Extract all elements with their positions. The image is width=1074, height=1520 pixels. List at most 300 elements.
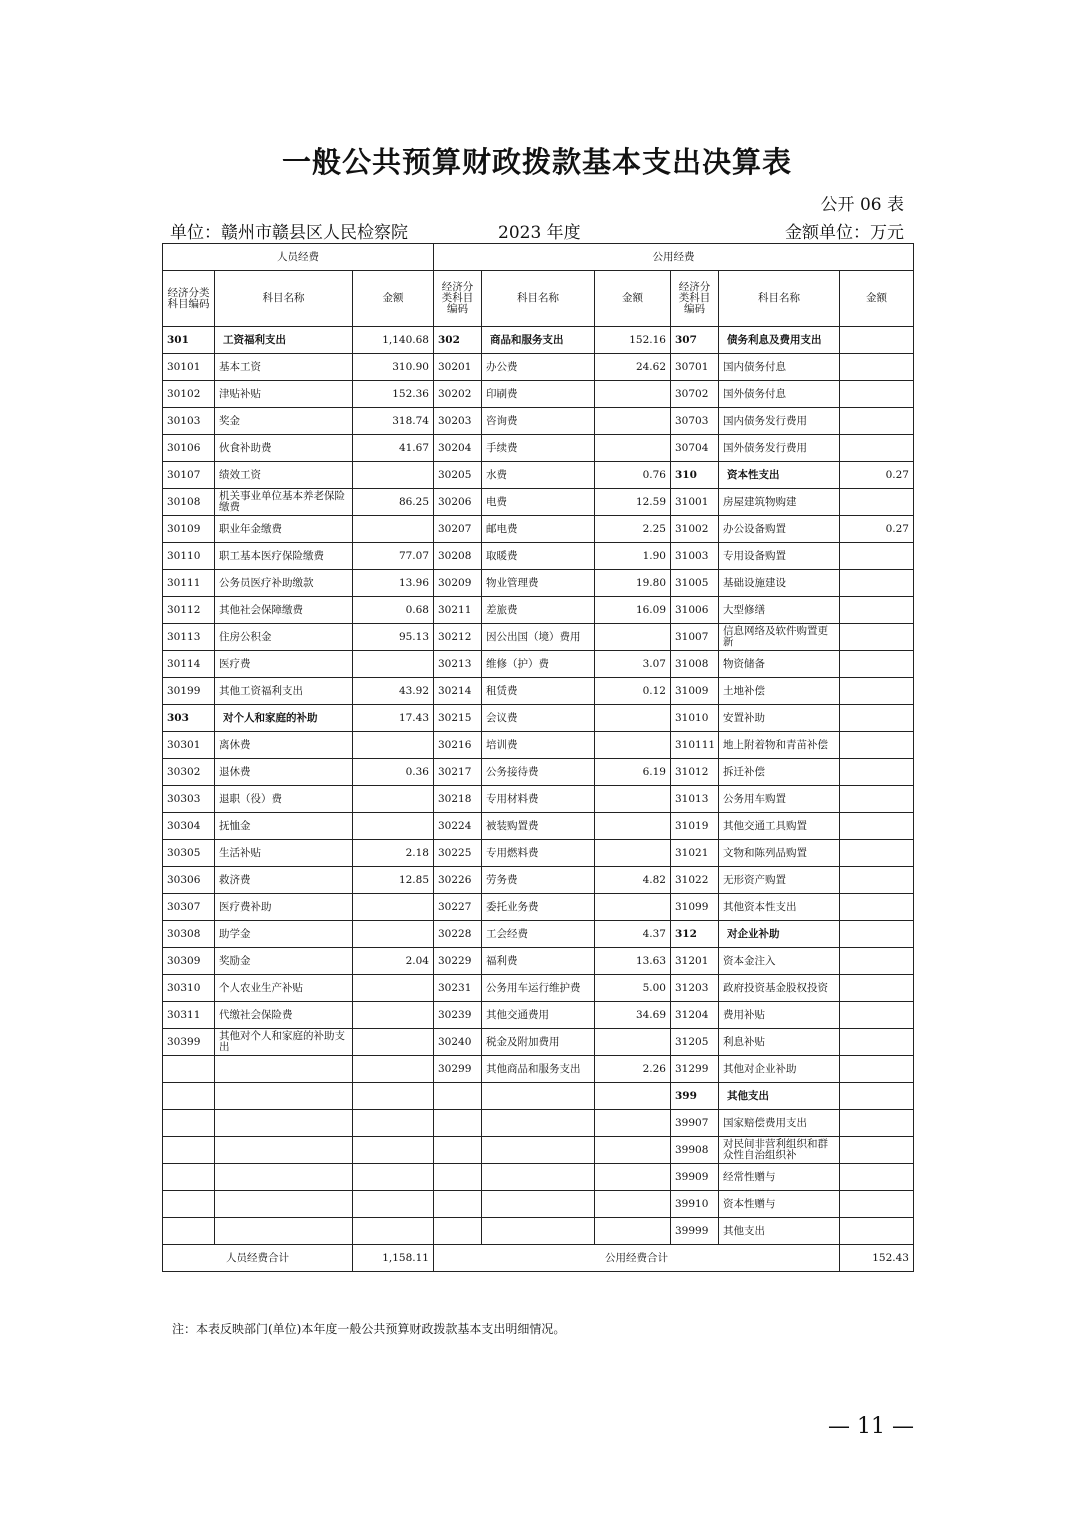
cell-amount: 19.80 bbox=[595, 570, 671, 597]
cell-amount: 2.26 bbox=[595, 1056, 671, 1083]
cell-amount: 5.00 bbox=[595, 975, 671, 1002]
cell-name: 基本工资 bbox=[215, 354, 353, 381]
cell-name: 其他资本性支出 bbox=[719, 894, 840, 921]
money-unit-label: 金额单位：万元 bbox=[785, 223, 904, 243]
cell-code: 30101 bbox=[163, 354, 215, 381]
cell-amount: 0.12 bbox=[595, 678, 671, 705]
cell-code: 30311 bbox=[163, 1002, 215, 1029]
cell-amount bbox=[595, 1110, 671, 1137]
cell-amount bbox=[595, 786, 671, 813]
cell-amount: 1,140.68 bbox=[353, 327, 434, 354]
cell-code: 31001 bbox=[671, 489, 719, 516]
cell-name: 职业年金缴费 bbox=[215, 516, 353, 543]
cell-name bbox=[215, 1164, 353, 1191]
cell-amount bbox=[353, 516, 434, 543]
cell-name: 国外债务付息 bbox=[719, 381, 840, 408]
cell-name: 手续费 bbox=[482, 435, 595, 462]
cell-amount bbox=[353, 813, 434, 840]
cell-name: 其他支出 bbox=[719, 1218, 840, 1245]
cell-code: 31010 bbox=[671, 705, 719, 732]
table-row bbox=[163, 1164, 914, 1191]
cell-name bbox=[215, 1110, 353, 1137]
cell-amount: 4.37 bbox=[595, 921, 671, 948]
cell-code: 30303 bbox=[163, 786, 215, 813]
table-row bbox=[163, 516, 914, 543]
cell-amount: 152.16 bbox=[595, 327, 671, 354]
cell-code: 30111 bbox=[163, 570, 215, 597]
cell-amount bbox=[595, 894, 671, 921]
cell-code: 30240 bbox=[434, 1029, 482, 1056]
cell-name: 机关事业单位基本养老保险缴费 bbox=[215, 489, 353, 516]
cell-amount: 16.09 bbox=[595, 597, 671, 624]
cell-code: 31203 bbox=[671, 975, 719, 1002]
cell-name: 对民间非营利组织和群众性自治组织补 bbox=[719, 1137, 840, 1164]
cell-code: 30215 bbox=[434, 705, 482, 732]
cell-name: 国外债务发行费用 bbox=[719, 435, 840, 462]
cell-name: 抚恤金 bbox=[215, 813, 353, 840]
cell-code: 30225 bbox=[434, 840, 482, 867]
cell-amount bbox=[353, 1137, 434, 1164]
cell-name: 职工基本医疗保险缴费 bbox=[215, 543, 353, 570]
cell-code bbox=[434, 1137, 482, 1164]
cell-name: 费用补贴 bbox=[719, 1002, 840, 1029]
public-total-value: 152.43 bbox=[840, 1245, 914, 1272]
cell-amount bbox=[595, 1191, 671, 1218]
table-row bbox=[163, 867, 914, 894]
cell-amount bbox=[840, 1218, 914, 1245]
cell-code: 31022 bbox=[671, 867, 719, 894]
group-header-public: 公用经费 bbox=[434, 244, 914, 271]
cell-amount: 2.18 bbox=[353, 840, 434, 867]
table-note: 注：本表反映部门(单位)本年度一般公共预算财政拨款基本支出明细情况。 bbox=[172, 1322, 566, 1336]
cell-code bbox=[434, 1218, 482, 1245]
cell-amount: 152.36 bbox=[353, 381, 434, 408]
cell-name: 大型修缮 bbox=[719, 597, 840, 624]
cell-code: 30102 bbox=[163, 381, 215, 408]
cell-amount bbox=[353, 1164, 434, 1191]
cell-name bbox=[482, 1137, 595, 1164]
cell-name: 公务用车购置 bbox=[719, 786, 840, 813]
cell-name: 经常性赠与 bbox=[719, 1164, 840, 1191]
cell-amount bbox=[840, 1056, 914, 1083]
table-row bbox=[163, 570, 914, 597]
cell-code: 39909 bbox=[671, 1164, 719, 1191]
cell-amount bbox=[840, 597, 914, 624]
cell-name: 维修（护）费 bbox=[482, 651, 595, 678]
cell-code: 303 bbox=[163, 705, 215, 732]
cell-amount bbox=[840, 570, 914, 597]
cell-name: 生活补贴 bbox=[215, 840, 353, 867]
cell-code: 30103 bbox=[163, 408, 215, 435]
table-row bbox=[163, 651, 914, 678]
cell-name: 伙食补助费 bbox=[215, 435, 353, 462]
cell-code: 310111 bbox=[671, 732, 719, 759]
cell-code: 30199 bbox=[163, 678, 215, 705]
cell-code bbox=[163, 1110, 215, 1137]
cell-amount: 95.13 bbox=[353, 624, 434, 651]
cell-name: 资本性支出 bbox=[719, 462, 840, 489]
cell-amount bbox=[840, 1110, 914, 1137]
cell-amount: 43.92 bbox=[353, 678, 434, 705]
cell-amount bbox=[840, 678, 914, 705]
form-number: 公开 06 表 bbox=[820, 195, 904, 215]
cell-amount bbox=[840, 705, 914, 732]
cell-name: 资本金注入 bbox=[719, 948, 840, 975]
table-row bbox=[163, 1218, 914, 1245]
cell-amount bbox=[840, 867, 914, 894]
cell-code: 30310 bbox=[163, 975, 215, 1002]
cell-code: 39999 bbox=[671, 1218, 719, 1245]
cell-amount bbox=[353, 975, 434, 1002]
cell-amount: 41.67 bbox=[353, 435, 434, 462]
table-row bbox=[163, 921, 914, 948]
cell-code: 31099 bbox=[671, 894, 719, 921]
cell-code bbox=[434, 1191, 482, 1218]
public-total-label: 公用经费合计 bbox=[434, 1245, 840, 1272]
cell-amount bbox=[840, 840, 914, 867]
cell-amount: 0.76 bbox=[595, 462, 671, 489]
cell-amount bbox=[840, 1002, 914, 1029]
cell-name: 商品和服务支出 bbox=[482, 327, 595, 354]
table-row bbox=[163, 408, 914, 435]
cell-amount bbox=[353, 1083, 434, 1110]
cell-name: 差旅费 bbox=[482, 597, 595, 624]
table-row bbox=[163, 327, 914, 354]
cell-name bbox=[482, 1083, 595, 1110]
cell-amount: 2.25 bbox=[595, 516, 671, 543]
cell-code: 31012 bbox=[671, 759, 719, 786]
cell-code: 30211 bbox=[434, 597, 482, 624]
cell-name: 其他对个人和家庭的补助支出 bbox=[215, 1029, 353, 1056]
cell-name: 住房公积金 bbox=[215, 624, 353, 651]
cell-amount bbox=[840, 408, 914, 435]
table-row bbox=[163, 543, 914, 570]
cell-code: 30704 bbox=[671, 435, 719, 462]
col-header-amount: 金额 bbox=[840, 271, 914, 327]
table-row bbox=[163, 786, 914, 813]
col-header-code: 经济分类科目编码 bbox=[163, 271, 215, 327]
cell-code: 30106 bbox=[163, 435, 215, 462]
cell-code: 30209 bbox=[434, 570, 482, 597]
cell-code bbox=[163, 1191, 215, 1218]
cell-code: 30701 bbox=[671, 354, 719, 381]
cell-amount: 6.19 bbox=[595, 759, 671, 786]
cell-code: 30302 bbox=[163, 759, 215, 786]
cell-amount: 24.62 bbox=[595, 354, 671, 381]
cell-name: 政府投资基金股权投资 bbox=[719, 975, 840, 1002]
cell-code: 30226 bbox=[434, 867, 482, 894]
cell-name: 信息网络及软件购置更新 bbox=[719, 624, 840, 651]
cell-name: 公务用车运行维护费 bbox=[482, 975, 595, 1002]
cell-name: 物资储备 bbox=[719, 651, 840, 678]
cell-name: 印刷费 bbox=[482, 381, 595, 408]
table-row bbox=[163, 759, 914, 786]
cell-code: 31021 bbox=[671, 840, 719, 867]
cell-amount bbox=[840, 948, 914, 975]
cell-name: 专用材料费 bbox=[482, 786, 595, 813]
cell-code: 30114 bbox=[163, 651, 215, 678]
cell-amount bbox=[840, 354, 914, 381]
cell-code: 30305 bbox=[163, 840, 215, 867]
table-row bbox=[163, 1083, 914, 1110]
expenditure-table bbox=[162, 243, 914, 1272]
cell-code: 302 bbox=[434, 327, 482, 354]
unit-label: 单位：赣州市赣县区人民检察院 bbox=[170, 223, 408, 243]
cell-name: 债务利息及费用支出 bbox=[719, 327, 840, 354]
cell-code: 312 bbox=[671, 921, 719, 948]
personnel-total-label: 人员经费合计 bbox=[163, 1245, 353, 1272]
cell-amount bbox=[353, 921, 434, 948]
cell-name: 税金及附加费用 bbox=[482, 1029, 595, 1056]
col-header-name: 科目名称 bbox=[719, 271, 840, 327]
cell-code: 30206 bbox=[434, 489, 482, 516]
cell-name: 对个人和家庭的补助 bbox=[215, 705, 353, 732]
cell-name bbox=[215, 1056, 353, 1083]
table-row bbox=[163, 1191, 914, 1218]
cell-code: 30299 bbox=[434, 1056, 482, 1083]
cell-name: 福利费 bbox=[482, 948, 595, 975]
cell-code: 31205 bbox=[671, 1029, 719, 1056]
cell-name bbox=[482, 1164, 595, 1191]
cell-code: 30227 bbox=[434, 894, 482, 921]
cell-code: 30229 bbox=[434, 948, 482, 975]
cell-name: 会议费 bbox=[482, 705, 595, 732]
cell-name bbox=[215, 1191, 353, 1218]
page-title: 一般公共预算财政拨款基本支出决算表 bbox=[281, 145, 792, 179]
col-header-code: 经济分类科目编码 bbox=[434, 271, 482, 327]
cell-amount: 0.36 bbox=[353, 759, 434, 786]
cell-code: 307 bbox=[671, 327, 719, 354]
cell-code bbox=[163, 1218, 215, 1245]
cell-amount bbox=[595, 381, 671, 408]
cell-code: 30208 bbox=[434, 543, 482, 570]
table-row bbox=[163, 813, 914, 840]
table-row bbox=[163, 462, 914, 489]
cell-name: 津贴补贴 bbox=[215, 381, 353, 408]
cell-amount bbox=[353, 786, 434, 813]
cell-name: 国内债务发行费用 bbox=[719, 408, 840, 435]
cell-amount: 310.90 bbox=[353, 354, 434, 381]
cell-name: 退职（役）费 bbox=[215, 786, 353, 813]
cell-amount bbox=[595, 1083, 671, 1110]
col-header-name: 科目名称 bbox=[215, 271, 353, 327]
cell-amount: 1.90 bbox=[595, 543, 671, 570]
cell-name bbox=[215, 1083, 353, 1110]
cell-amount bbox=[353, 894, 434, 921]
cell-amount: 12.59 bbox=[595, 489, 671, 516]
cell-name: 水费 bbox=[482, 462, 595, 489]
cell-name: 其他支出 bbox=[719, 1083, 840, 1110]
cell-amount bbox=[595, 840, 671, 867]
cell-amount: 13.96 bbox=[353, 570, 434, 597]
cell-name: 公务员医疗补助缴款 bbox=[215, 570, 353, 597]
cell-amount: 86.25 bbox=[353, 489, 434, 516]
cell-code: 30304 bbox=[163, 813, 215, 840]
cell-name: 其他社会保障缴费 bbox=[215, 597, 353, 624]
cell-code: 30702 bbox=[671, 381, 719, 408]
cell-code: 39908 bbox=[671, 1137, 719, 1164]
cell-name: 办公费 bbox=[482, 354, 595, 381]
cell-name: 取暖费 bbox=[482, 543, 595, 570]
cell-code: 30201 bbox=[434, 354, 482, 381]
cell-name: 培训费 bbox=[482, 732, 595, 759]
cell-code bbox=[163, 1083, 215, 1110]
cell-name: 奖金 bbox=[215, 408, 353, 435]
cell-code: 30217 bbox=[434, 759, 482, 786]
cell-amount bbox=[840, 921, 914, 948]
cell-name: 电费 bbox=[482, 489, 595, 516]
cell-amount bbox=[840, 813, 914, 840]
personnel-total-value: 1,158.11 bbox=[353, 1245, 434, 1272]
cell-code bbox=[434, 1083, 482, 1110]
cell-amount bbox=[840, 624, 914, 651]
col-header-amount: 金额 bbox=[595, 271, 671, 327]
col-header-name: 科目名称 bbox=[482, 271, 595, 327]
table-row bbox=[163, 489, 914, 516]
cell-name: 代缴社会保险费 bbox=[215, 1002, 353, 1029]
cell-code: 301 bbox=[163, 327, 215, 354]
cell-name: 文物和陈列品购置 bbox=[719, 840, 840, 867]
cell-name: 工资福利支出 bbox=[215, 327, 353, 354]
cell-amount: 318.74 bbox=[353, 408, 434, 435]
cell-amount: 0.68 bbox=[353, 597, 434, 624]
cell-name: 医疗费补助 bbox=[215, 894, 353, 921]
table-row bbox=[163, 1137, 914, 1164]
cell-code: 30306 bbox=[163, 867, 215, 894]
cell-name: 办公设备购置 bbox=[719, 516, 840, 543]
cell-amount bbox=[595, 705, 671, 732]
cell-amount bbox=[595, 813, 671, 840]
cell-code: 30107 bbox=[163, 462, 215, 489]
cell-code: 399 bbox=[671, 1083, 719, 1110]
cell-code: 39910 bbox=[671, 1191, 719, 1218]
cell-amount bbox=[353, 651, 434, 678]
cell-name: 资本性赠与 bbox=[719, 1191, 840, 1218]
cell-amount bbox=[840, 543, 914, 570]
cell-code: 30108 bbox=[163, 489, 215, 516]
cell-code bbox=[163, 1056, 215, 1083]
cell-code: 31008 bbox=[671, 651, 719, 678]
cell-amount: 13.63 bbox=[595, 948, 671, 975]
cell-amount: 12.85 bbox=[353, 867, 434, 894]
cell-name: 物业管理费 bbox=[482, 570, 595, 597]
cell-code: 30399 bbox=[163, 1029, 215, 1056]
cell-code: 30231 bbox=[434, 975, 482, 1002]
cell-code: 31005 bbox=[671, 570, 719, 597]
cell-name: 地上附着物和青苗补偿 bbox=[719, 732, 840, 759]
table-row bbox=[163, 948, 914, 975]
cell-name: 无形资产购置 bbox=[719, 867, 840, 894]
cell-code: 31019 bbox=[671, 813, 719, 840]
table-row bbox=[163, 840, 914, 867]
cell-name: 专用燃料费 bbox=[482, 840, 595, 867]
cell-code: 30110 bbox=[163, 543, 215, 570]
page-number: — 11 — bbox=[828, 1414, 914, 1439]
table-row bbox=[163, 354, 914, 381]
cell-amount bbox=[840, 327, 914, 354]
cell-amount bbox=[595, 732, 671, 759]
cell-amount bbox=[595, 1218, 671, 1245]
cell-name: 奖励金 bbox=[215, 948, 353, 975]
cell-code: 30224 bbox=[434, 813, 482, 840]
cell-code: 30239 bbox=[434, 1002, 482, 1029]
table-row bbox=[163, 597, 914, 624]
cell-amount bbox=[595, 624, 671, 651]
cell-name: 公务接待费 bbox=[482, 759, 595, 786]
cell-code: 30218 bbox=[434, 786, 482, 813]
cell-amount bbox=[353, 1029, 434, 1056]
cell-name: 房屋建筑物购建 bbox=[719, 489, 840, 516]
cell-amount: 17.43 bbox=[353, 705, 434, 732]
cell-code: 30205 bbox=[434, 462, 482, 489]
cell-amount bbox=[840, 1029, 914, 1056]
table-row bbox=[163, 894, 914, 921]
cell-name: 土地补偿 bbox=[719, 678, 840, 705]
cell-name: 咨询费 bbox=[482, 408, 595, 435]
cell-amount: 34.69 bbox=[595, 1002, 671, 1029]
cell-amount bbox=[353, 732, 434, 759]
cell-name: 委托业务费 bbox=[482, 894, 595, 921]
table-row bbox=[163, 1002, 914, 1029]
cell-amount bbox=[840, 975, 914, 1002]
cell-code: 31204 bbox=[671, 1002, 719, 1029]
cell-name: 其他商品和服务支出 bbox=[482, 1056, 595, 1083]
cell-name: 绩效工资 bbox=[215, 462, 353, 489]
cell-amount bbox=[840, 732, 914, 759]
cell-name: 租赁费 bbox=[482, 678, 595, 705]
cell-name: 邮电费 bbox=[482, 516, 595, 543]
cell-amount bbox=[595, 1137, 671, 1164]
cell-code: 30207 bbox=[434, 516, 482, 543]
group-header-personnel: 人员经费 bbox=[163, 244, 434, 271]
cell-name: 专用设备购置 bbox=[719, 543, 840, 570]
cell-code: 30307 bbox=[163, 894, 215, 921]
cell-code bbox=[434, 1110, 482, 1137]
cell-name: 医疗费 bbox=[215, 651, 353, 678]
cell-code: 30308 bbox=[163, 921, 215, 948]
cell-amount bbox=[840, 894, 914, 921]
cell-name: 个人农业生产补贴 bbox=[215, 975, 353, 1002]
cell-amount bbox=[353, 1002, 434, 1029]
cell-name: 其他工资福利支出 bbox=[215, 678, 353, 705]
cell-name: 国家赔偿费用支出 bbox=[719, 1110, 840, 1137]
cell-code bbox=[434, 1164, 482, 1191]
cell-code: 30214 bbox=[434, 678, 482, 705]
cell-name: 其他交通工具购置 bbox=[719, 813, 840, 840]
cell-code: 30212 bbox=[434, 624, 482, 651]
cell-name bbox=[215, 1218, 353, 1245]
cell-code: 30113 bbox=[163, 624, 215, 651]
cell-name bbox=[482, 1191, 595, 1218]
cell-name: 退休费 bbox=[215, 759, 353, 786]
cell-code: 39907 bbox=[671, 1110, 719, 1137]
cell-amount: 4.82 bbox=[595, 867, 671, 894]
cell-code: 30703 bbox=[671, 408, 719, 435]
cell-code: 30228 bbox=[434, 921, 482, 948]
cell-amount bbox=[353, 1056, 434, 1083]
cell-amount bbox=[840, 786, 914, 813]
cell-code: 30213 bbox=[434, 651, 482, 678]
cell-name bbox=[215, 1137, 353, 1164]
cell-code: 31003 bbox=[671, 543, 719, 570]
cell-name: 其他交通费用 bbox=[482, 1002, 595, 1029]
cell-amount bbox=[353, 1191, 434, 1218]
cell-name: 国内债务付息 bbox=[719, 354, 840, 381]
cell-amount bbox=[840, 435, 914, 462]
cell-code: 31007 bbox=[671, 624, 719, 651]
cell-code: 31201 bbox=[671, 948, 719, 975]
cell-code: 31299 bbox=[671, 1056, 719, 1083]
